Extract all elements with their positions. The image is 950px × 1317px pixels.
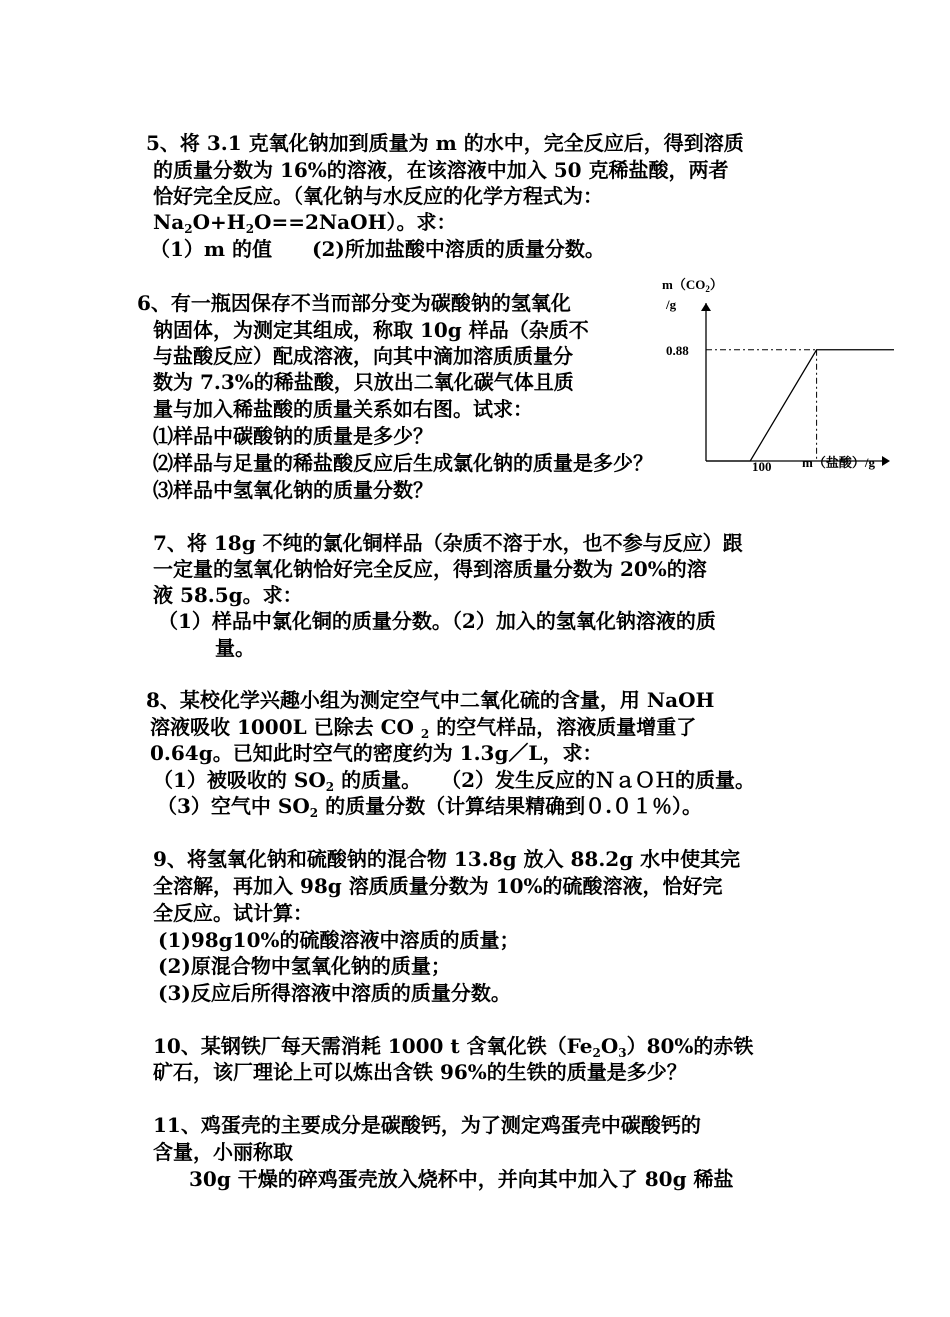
q6-line-5: 量与加入稀盐酸的质量关系如右图。试求：	[153, 397, 533, 421]
chart-ylabel: $m(CO_2)$	[662, 277, 723, 294]
q5-eq-part: O+H	[192, 210, 246, 234]
q6-line-1: 6、有一瓶因保存不当而部分变为碳酸钠的氢氧化	[137, 291, 571, 315]
q7-line-1: 7、将 18g 不纯的氯化铜样品（杂质不溶于水，也不参与反应）跟	[153, 531, 743, 555]
q6-line-8: ⑶样品中氢氧化钠的质量分数？	[153, 478, 433, 502]
q9-line-5: (2)原混合物中氢氧化钠的质量；	[158, 954, 451, 978]
series-line	[706, 350, 894, 461]
q10-line-2: 矿石，该厂理论上可以炼出含铁 96%的生铁的质量是多少？	[153, 1060, 687, 1084]
x-axis-arrow	[882, 456, 890, 466]
q9-line-3: 全反应。试计算：	[153, 901, 313, 925]
q10-line-1: 10、某钢铁厂每天需消耗 1000 t 含氧化铁$(Fe_2O_3)80\%$的赤铁	[153, 1034, 754, 1060]
q5-eq-part: O==2NaOH）。求：	[254, 210, 457, 234]
y-axis-arrow	[701, 303, 711, 311]
q6-line-2: 钠固体，为测定其组成，称取 10g 样品（杂质不	[153, 318, 589, 342]
q7-line-2: 一定量的氢氧化钠恰好完全反应，得到溶质量分数为 20%的溶	[153, 557, 707, 581]
q5-eq-part: Na	[153, 210, 185, 234]
q7-line-4: （1）样品中氯化铜的质量分数。（2）加入的氢氧化钠溶液的质	[158, 609, 716, 633]
q8-line-3: 0.64g。已知此时空气的密度约为 1.3g／L，求：	[150, 741, 603, 765]
q5-line-3: 恰好完全反应。（氧化钠与水反应的化学方程式为：	[153, 184, 603, 208]
co2-chart	[660, 275, 920, 475]
q9-line-6: (3)反应后所得溶液中溶质的质量分数。	[158, 981, 511, 1005]
q6-line-7: ⑵样品与足量的稀盐酸反应后生成氯化钠的质量是多少？	[153, 451, 653, 475]
q9-line-2: 全溶解，再加入 98g 溶质质量分数为 10%的硫酸溶液，恰好完	[153, 874, 723, 898]
q11-line-1: 11、鸡蛋壳的主要成分是碳酸钙，为了测定鸡蛋壳中碳酸钙的	[153, 1113, 701, 1137]
q6-line-6: ⑴样品中碳酸钠的质量是多少？	[153, 424, 433, 448]
chart-ylabel-unit: /g	[666, 297, 677, 312]
y-tick-label: 0.88	[666, 342, 689, 358]
q7-line-5: 量。	[215, 636, 255, 660]
q11-line-2: 含量，小丽称取	[153, 1140, 293, 1164]
q5-line-1: 5、将 3.1 克氧化钠加到质量为 m 的水中，完全反应后，得到溶质	[146, 131, 744, 155]
q9-line-4: (1)98g10%的硫酸溶液中溶质的质量；	[158, 928, 520, 952]
q5-eq-sub: 2	[245, 222, 255, 236]
q8-line-5: （3）空气中 $SO_2$ 的质量分数（计算结果精确到０.０１％）。	[157, 794, 703, 820]
q9-line-1: 9、将氢氧化钠和硫酸钠的混合物 13.8g 放入 88.2g 水中使其完	[153, 847, 741, 871]
q11-line-3: 30g 干燥的碎鸡蛋壳放入烧杯中，并向其中加入了 80g 稀盐	[189, 1167, 734, 1191]
q8-line-4: （1）被吸收的 $SO_2$ 的质量。 （2）发生反应的ＮａＯＨ的质量。	[153, 768, 755, 794]
q8-line-2: 溶液吸收 1000L 已除去 CO $_2$ 的空气样品，溶液质量增重了	[150, 715, 697, 741]
q5-eq-sub: 2	[184, 222, 193, 236]
q7-line-3: 液 58.5g。求：	[153, 583, 303, 607]
q5-line-2: 的质量分数为 16%的溶液，在该溶液中加入 50 克稀盐酸，两者	[153, 158, 729, 182]
q6-line-4: 数为 7.3%的稀盐酸，只放出二氧化碳气体且质	[153, 370, 574, 394]
q8-line-1: 8、某校化学兴趣小组为测定空气中二氧化硫的含量，用 NaOH	[146, 688, 715, 712]
x-tick-label: 100	[752, 459, 772, 474]
q5-line-5: （1）m 的值 (2)所加盐酸中溶质的质量分数。	[150, 237, 605, 261]
q6-line-3: 与盐酸反应）配成溶液，向其中滴加溶质质量分	[153, 344, 573, 368]
chart-xlabel: m（盐酸）/g	[802, 455, 875, 470]
